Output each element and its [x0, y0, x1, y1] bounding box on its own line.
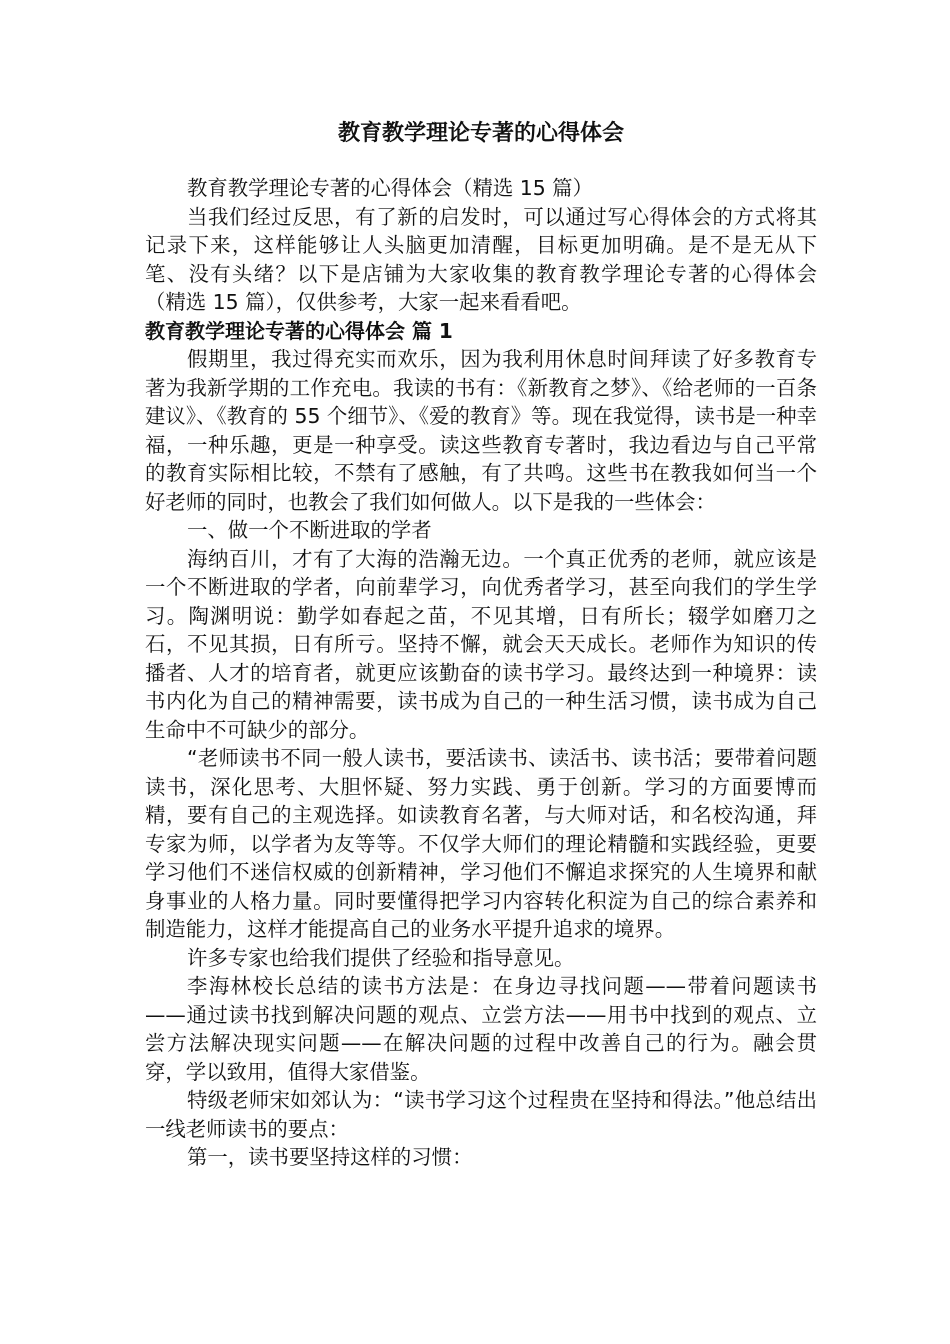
body-paragraph: 许多专家也给我们提供了经验和指导意见。 — [187, 945, 575, 970]
body-paragraph: 特级老师宋如郊认为：“读书学习这个过程贵在坚持和得法。”他总结出一线老师读书的要点： — [145, 1088, 817, 1141]
section-heading: 教育教学理论专著的心得体会 篇 1 — [145, 318, 453, 343]
subheading-paragraph: 一、做一个不断进取的学者 — [187, 518, 432, 542]
intro-paragraph: 当我们经过反思，有了新的启发时，可以通过写心得体会的方式将其记录下来，这样能够让人头脑更加清醒，目标更加明确。是不是无从下笔、没有头绪？以下是店铺为大家收集的教育教学理论专著的心得体会（精选 15 篇），仅供参考，大家一起来看看吧。 — [145, 204, 817, 314]
body-paragraph: 假期里，我过得充实而欢乐，因为我利用休息时间拜读了好多教育专著为我新学期的工作充电。我读的书有：《新教育之梦》、《给老师的一百条建议》、《教育的 55 个细节》、《爱的教育》等。现在我觉得，读书是一种幸福，一种乐趣，更是一种享受。读这些教育专著时，我边看边与自己平常的教育实际相比较，不禁有了感触，有了共鸣。这些书在教我如何当一个好老师的同时，也教会了我们如何做人。以下是我的一些体会： — [145, 347, 817, 514]
body-paragraph: 第一，读书要坚持这样的习惯： — [187, 1145, 473, 1169]
body-paragraph: 海纳百川，才有了大海的浩瀚无边。一个真正优秀的老师，就应该是一个不断进取的学者，向前辈学习，向优秀者学习，甚至向我们的学生学习。陶渊明说：勤学如春起之苗，不见其增，日有所长；辍学如磨刀之石，不见其损，日有所亏。坚持不懈，就会天天成长。老师作为知识的传播者、人才的培育者，就更应该勤奋的读书学习。最终达到一种境界：读书内化为自己的精神需要，读书成为自己的一种生活习惯，读书成为自己生命中不可缺少的部分。 — [145, 546, 817, 742]
document-subtitle: 教育教学理论专著的心得体会（精选 15 篇） — [187, 176, 593, 200]
body-paragraph: 李海林校长总结的读书方法是：在身边寻找问题——带着问题读书——通过读书找到解决问题的观点、立尝方法——用书中找到的观点、立尝方法解决现实问题——在解决问题的过程中改善自己的行为。融会贯穿，学以致用，值得大家借鉴。 — [145, 974, 817, 1084]
document-page — [145, 112, 817, 1172]
document-title: 教育教学理论专著的心得体会 — [337, 121, 624, 146]
quote-paragraph: “老师读书不同一般人读书，要活读书、读活书、读书活；要带着问题读书，深化思考、大胆怀疑、努力实践、勇于创新。学习的方面要博而精，要有自己的主观选择。如读教育名著，与大师对话，和名校沟通，拜专家为师，以学者为友等等。不仅学大师们的理论精髓和实践经验，更要学习他们不迷信权威的创新精神，学习他们不懈追求探究的人生境界和献身事业的人格力量。同时要懂得把学习内容转化积淀为自己的综合素养和制造能力，这样才能提高自己的业务水平提升追求的境界。 — [145, 746, 817, 941]
